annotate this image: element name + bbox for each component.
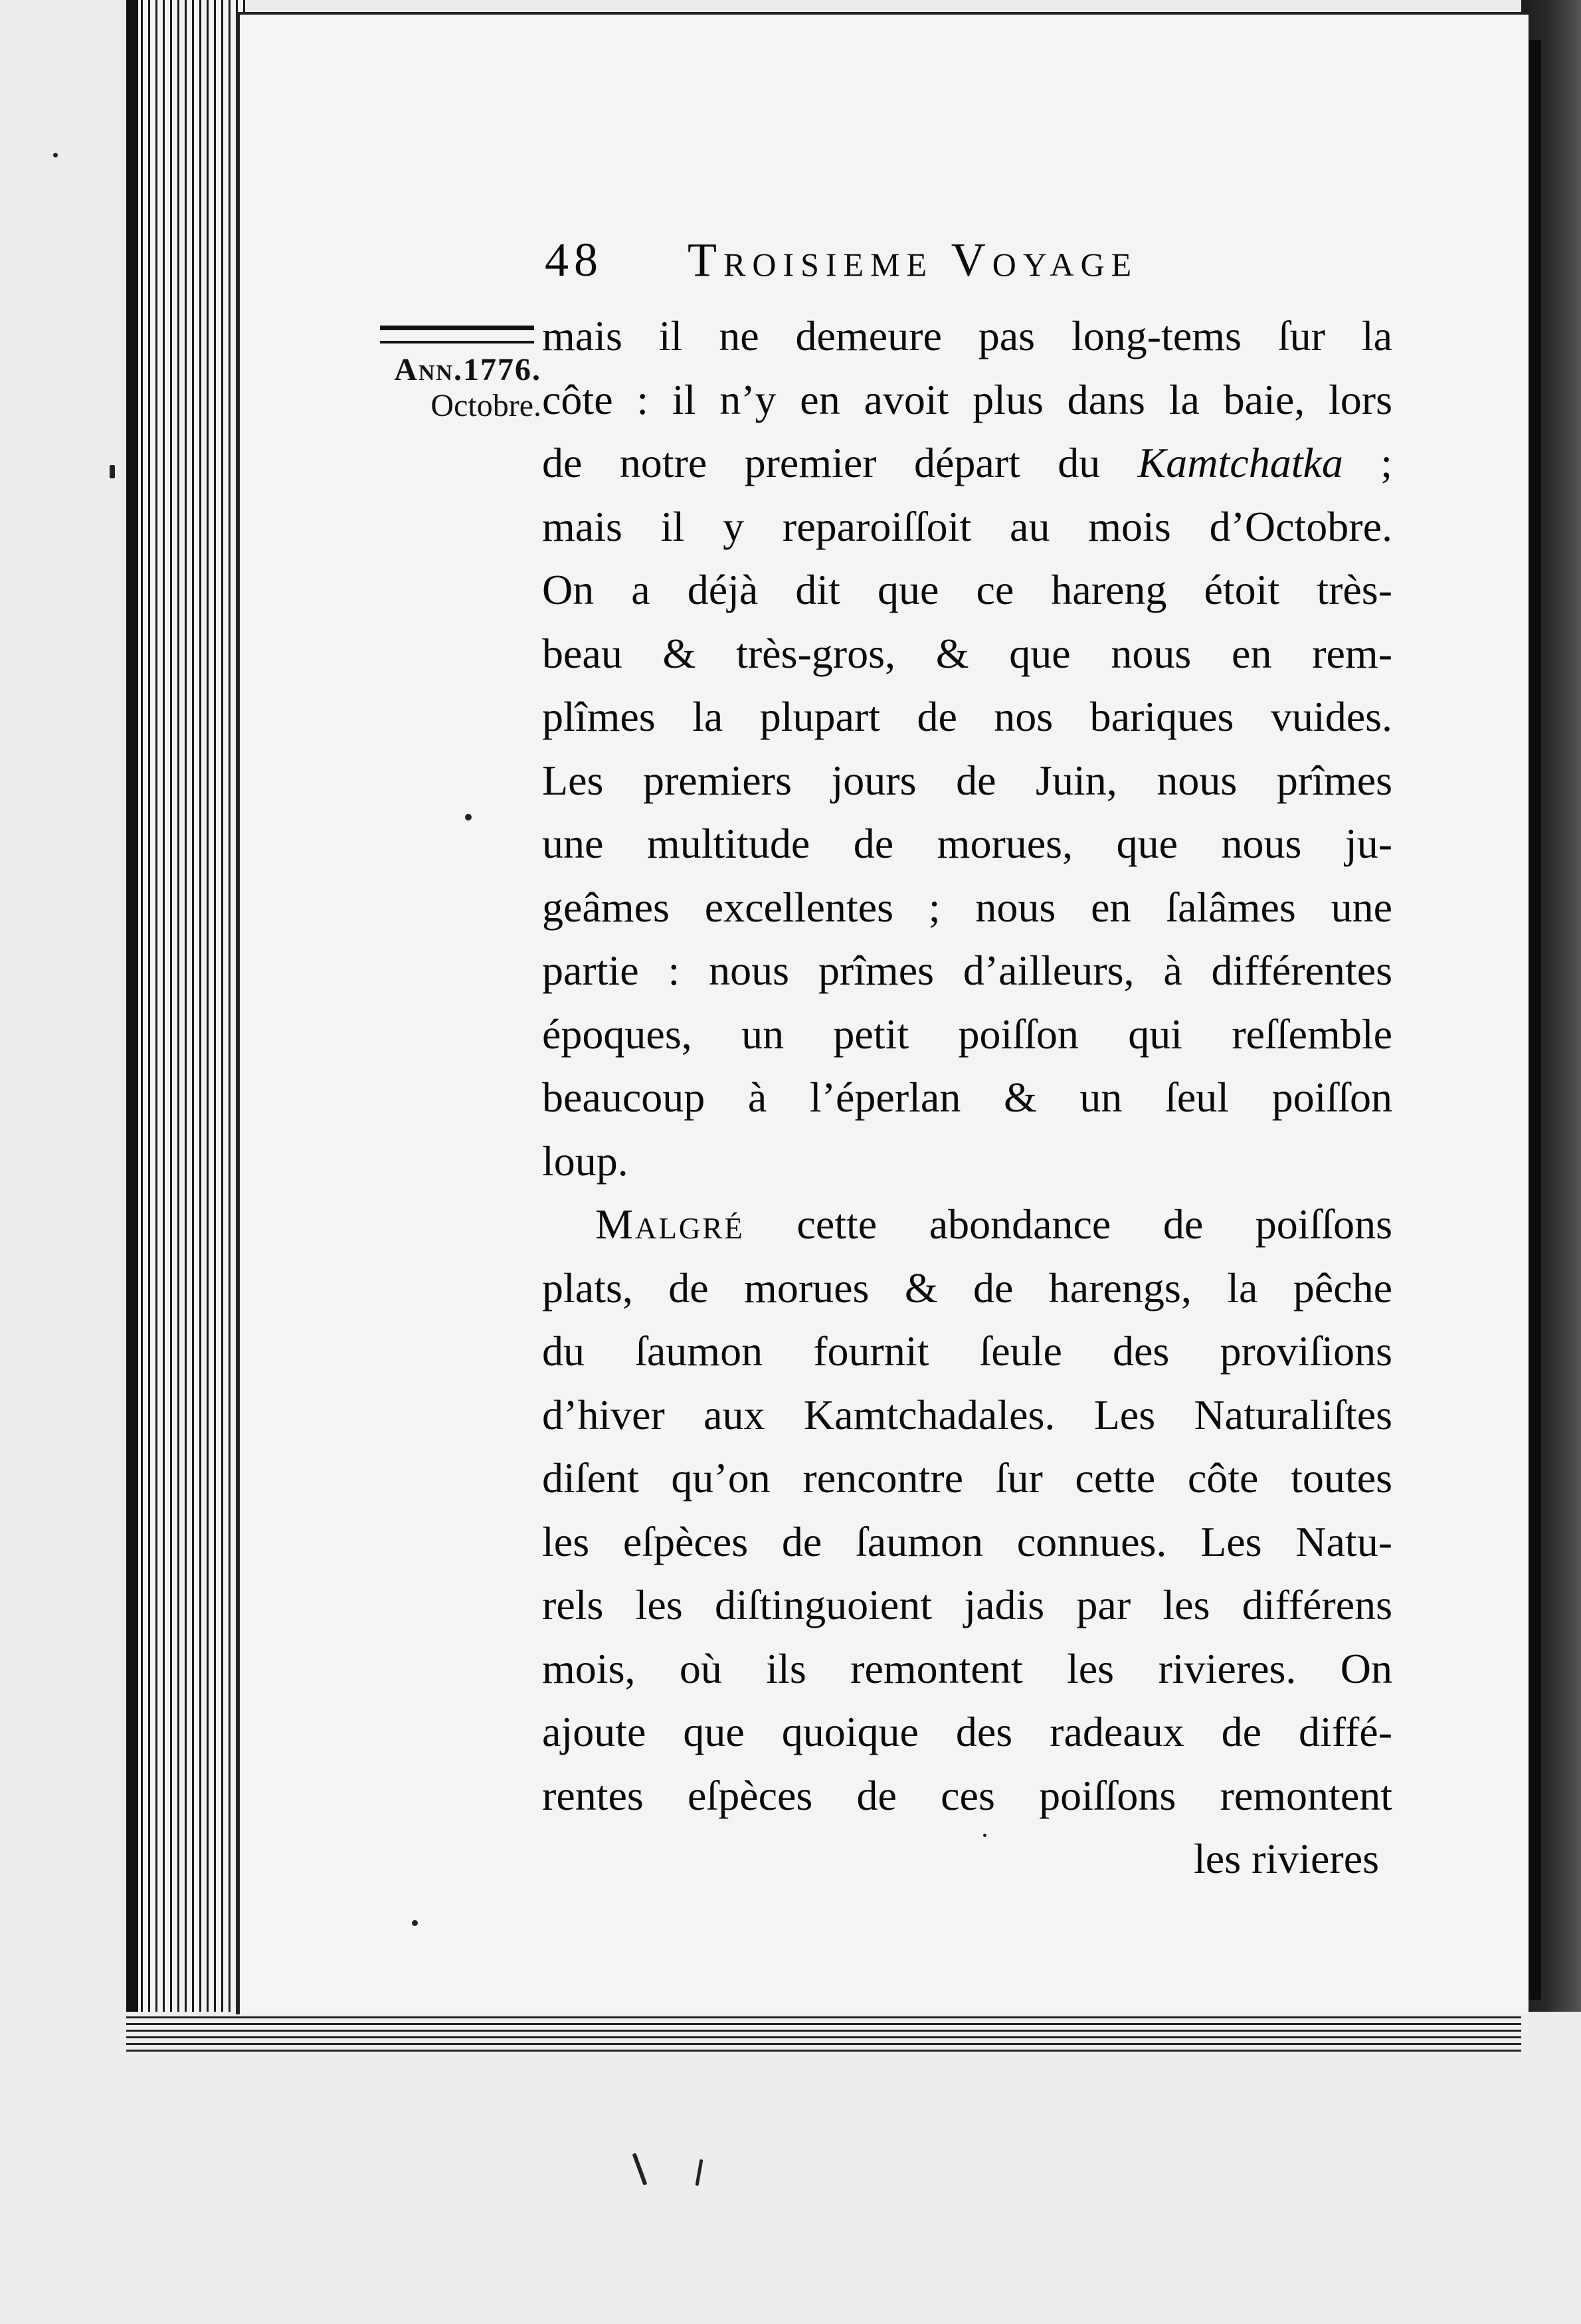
text-line: plats, de morues & de harengs, la pêche (542, 1264, 1392, 1311)
text-line-end: ; (1380, 439, 1392, 486)
text-line: beaucoup à l’éperlan & un ſeul poiſſon (542, 1074, 1392, 1121)
paragraph-lead-small-caps: Malgré (595, 1201, 745, 1248)
text-line (542, 1193, 1392, 1256)
text-line: époques, un petit poiſſon qui reſſemble (542, 1010, 1392, 1058)
page-number: 48 (545, 233, 603, 286)
text-line: partie : nous prîmes d’ailleurs, à différentes (542, 947, 1392, 994)
text-line: une multitude de morues, que nous ju- (542, 820, 1392, 867)
text-line: On a déjà dit que ce hareng étoit très- (542, 566, 1392, 613)
margin-rule (380, 326, 534, 343)
page-edges-left (126, 0, 246, 2324)
running-head (545, 233, 1262, 299)
text-line: d’hiver aux Kamtchadales. Les Naturaliſtes (542, 1391, 1392, 1438)
margin-note-month: Octobre. (430, 388, 541, 423)
text-line: loup. (542, 1137, 628, 1185)
text-line: les eſpèces de ſaumon connues. Les Natu- (542, 1517, 1392, 1565)
ink-speck (983, 1834, 986, 1837)
text-line: mais il y reparoiſſoit au mois d’Octobre. (542, 502, 1392, 550)
text-line: rentes eſpèces de ces poiſſons remontent (542, 1771, 1392, 1819)
margin-note (369, 352, 541, 424)
catchword: les rivieres (1194, 1835, 1379, 1882)
text-line: Les premiers jours de Juin, nous prîmes (542, 756, 1392, 804)
body-text (542, 304, 1392, 1891)
text-line: geâmes excellentes ; nous en ſalâmes une (542, 883, 1392, 931)
text-line: du ſaumon fournit ſeule des proviſions (542, 1327, 1392, 1375)
text-line-rest: cette abondance de poiſſons (796, 1201, 1392, 1248)
ink-speck (53, 153, 58, 157)
book-spine-shadow (126, 0, 138, 2324)
text-line: plîmes la plupart de nos bariques vuides. (542, 693, 1392, 740)
scan-bottom-margin (0, 2012, 1581, 2324)
ink-speck (412, 1920, 418, 1926)
text-line: rels les diſtinguoient jadis par les différens (542, 1581, 1392, 1628)
place-name-italic: Kamtchatka (1137, 439, 1343, 486)
text-line: ajoute que quoique des radeaux de diffé- (542, 1708, 1392, 1755)
page-edges-bottom (126, 2012, 1521, 2052)
text-line (542, 431, 1392, 495)
text-line: mois, où ils remontent les rivieres. On (542, 1644, 1392, 1692)
text-line: diſent qu’on rencontre ſur cette côte toutes (542, 1454, 1392, 1501)
running-title: Troisieme Voyage (688, 233, 1139, 286)
text-line: mais il ne demeure pas long-tems ſur la (542, 312, 1392, 359)
text-line: beau & très-gros, & que nous en rem- (542, 629, 1392, 677)
text-line: côte : il n’y en avoit plus dans la baie, lors (542, 375, 1392, 423)
margin-note-year: Ann.1776. (394, 352, 541, 387)
ink-speck (465, 814, 472, 821)
ink-speck (110, 465, 115, 478)
text-line-start: de notre premier départ du (542, 439, 1101, 486)
